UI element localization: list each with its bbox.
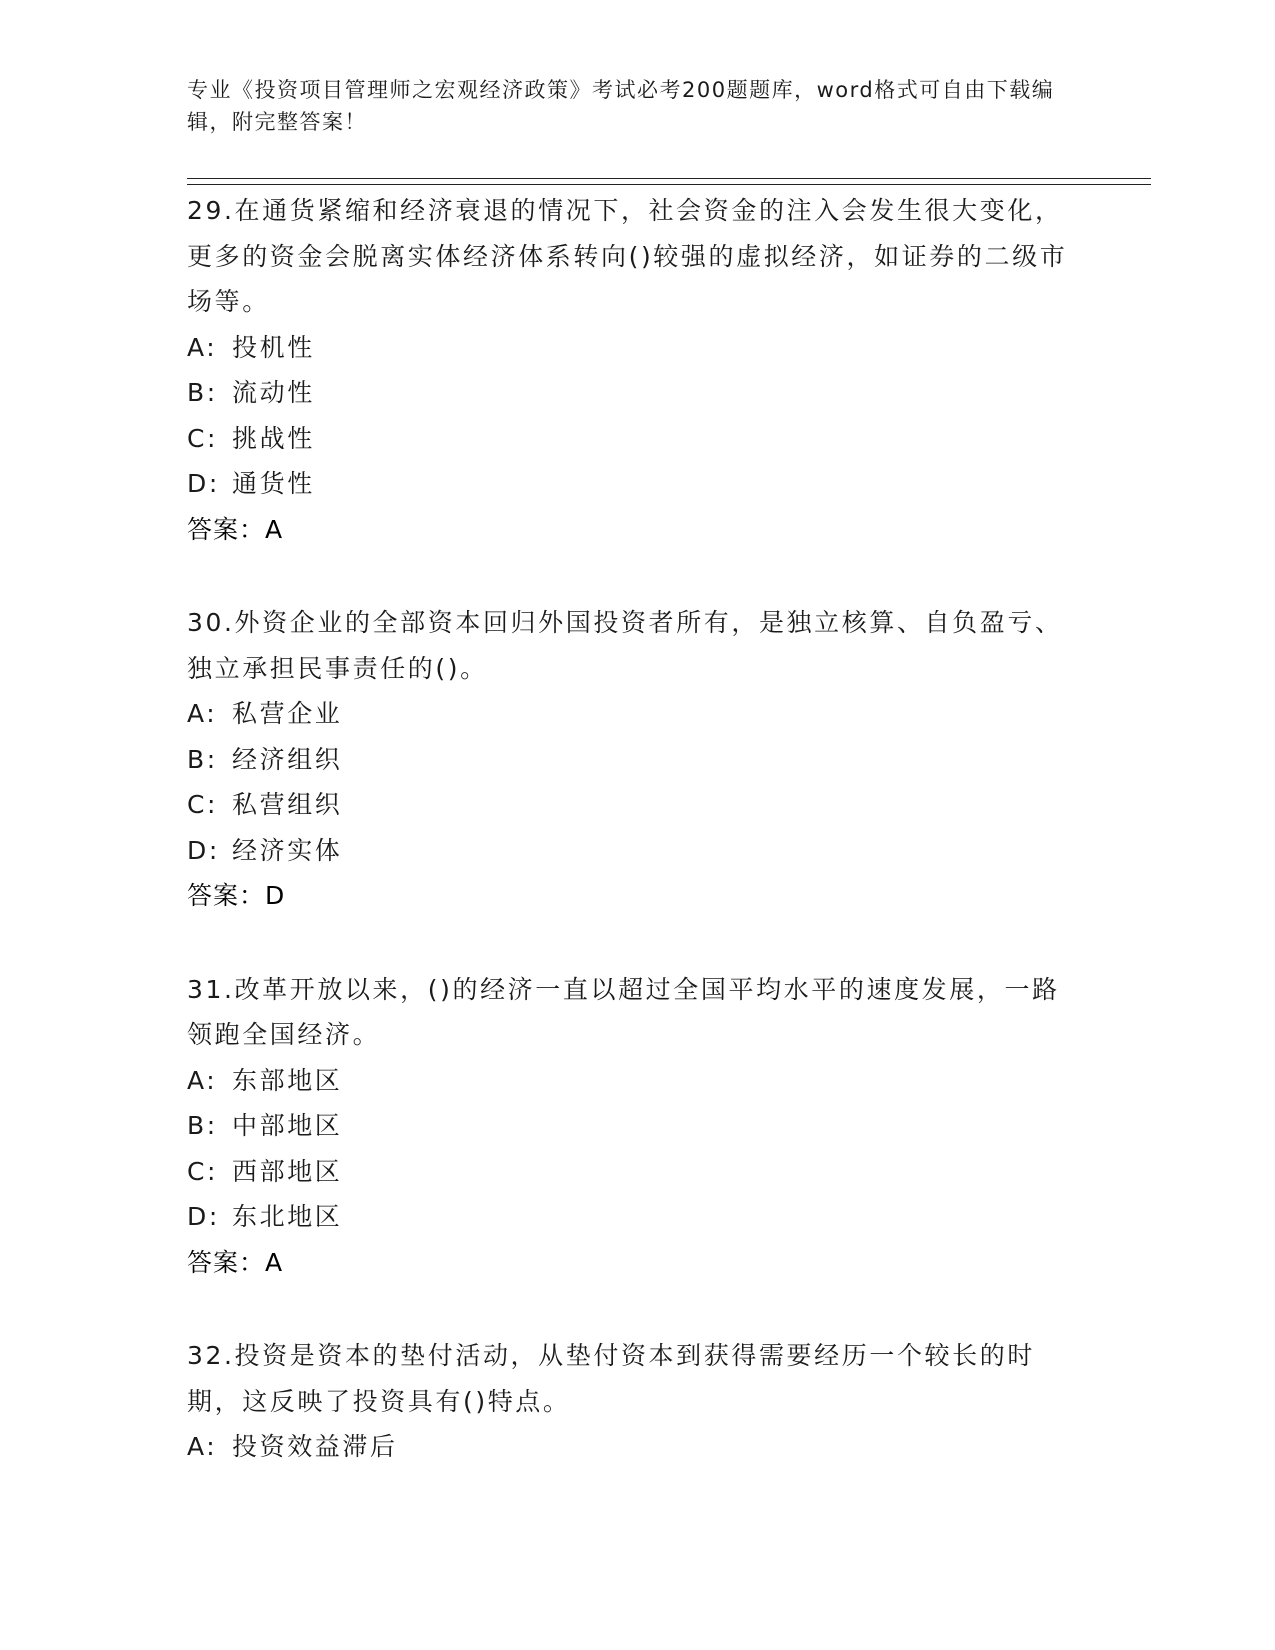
option-text: 流动性 [232,378,315,407]
option-a [187,1058,1077,1104]
option-c [187,782,1077,828]
option-c [187,1149,1077,1195]
document-header: 专业《投资项目管理师之宏观经济政策》考试必考200题题库，word格式可自由下载编辑，附完整答案！ [187,78,1055,134]
answer-line [187,507,1077,553]
option-text: 西部地区 [232,1156,343,1186]
option-text: 经济组织 [232,744,343,774]
option-a [187,691,1077,737]
option-key: B: [187,1111,218,1140]
option-key: D: [187,469,220,498]
option-text: 投机性 [232,332,315,362]
option-key: D: [187,835,220,865]
option-d [187,1194,1077,1240]
answer-line [187,1240,1077,1286]
option-text: 通货性 [232,469,315,498]
option-key: A: [187,699,218,728]
answer-label: 答案： [187,881,266,910]
option-key: D: [187,1202,220,1231]
question-text: 32.投资是资本的垫付活动，从垫付资本到获得需要经历一个较长的时期，这反映了投资具有()特点。 [187,1341,1035,1416]
question-text: 29.在通货紧缩和经济衰退的情况下，社会资金的注入会发生很大变化，更多的资金会脱离实体经济体系转向()较强的虚拟经济，如证券的二级市场等。 [187,196,1068,316]
option-text: 经济实体 [232,835,343,865]
answer-value: A [265,1247,284,1277]
option-text: 中部地区 [232,1111,343,1140]
option-d [187,461,1077,507]
question-text: 31.改革开放以来，()的经济一直以超过全国平均水平的速度发展，一路领跑全国经济。 [187,974,1060,1049]
option-key: A: [187,1065,218,1095]
option-key: C: [187,790,219,819]
option-c [187,416,1077,462]
option-text: 投资效益滞后 [232,1432,398,1461]
option-b [187,370,1077,416]
option-text: 东部地区 [232,1065,343,1095]
option-key: B: [187,378,218,407]
question-text: 30.外资企业的全部资本回归外国投资者所有，是独立核算、自负盈亏、独立承担民事责任的()。 [187,608,1063,683]
header-divider-top [187,178,1151,179]
question-30 [187,600,1077,919]
answer-value: A [265,514,284,544]
option-key: A: [187,332,218,362]
option-key: C: [187,423,219,453]
option-text: 私营组织 [232,790,343,819]
option-text: 挑战性 [232,423,315,453]
option-a [187,325,1077,371]
answer-line [187,873,1077,919]
option-a [187,1424,1077,1470]
option-b [187,1103,1077,1149]
option-text: 东北地区 [232,1202,343,1231]
header-divider-bottom [187,184,1151,185]
answer-label: 答案： [187,1247,266,1277]
question-32 [187,1333,1077,1470]
option-d [187,828,1077,874]
option-key: C: [187,1156,219,1186]
option-b [187,737,1077,783]
answer-label: 答案： [187,514,266,544]
question-list [187,188,1077,1518]
question-29 [187,188,1077,552]
answer-value: D [265,881,286,910]
option-key: B: [187,744,218,774]
option-key: A: [187,1432,218,1461]
question-31 [187,967,1077,1286]
option-text: 私营企业 [232,699,343,728]
